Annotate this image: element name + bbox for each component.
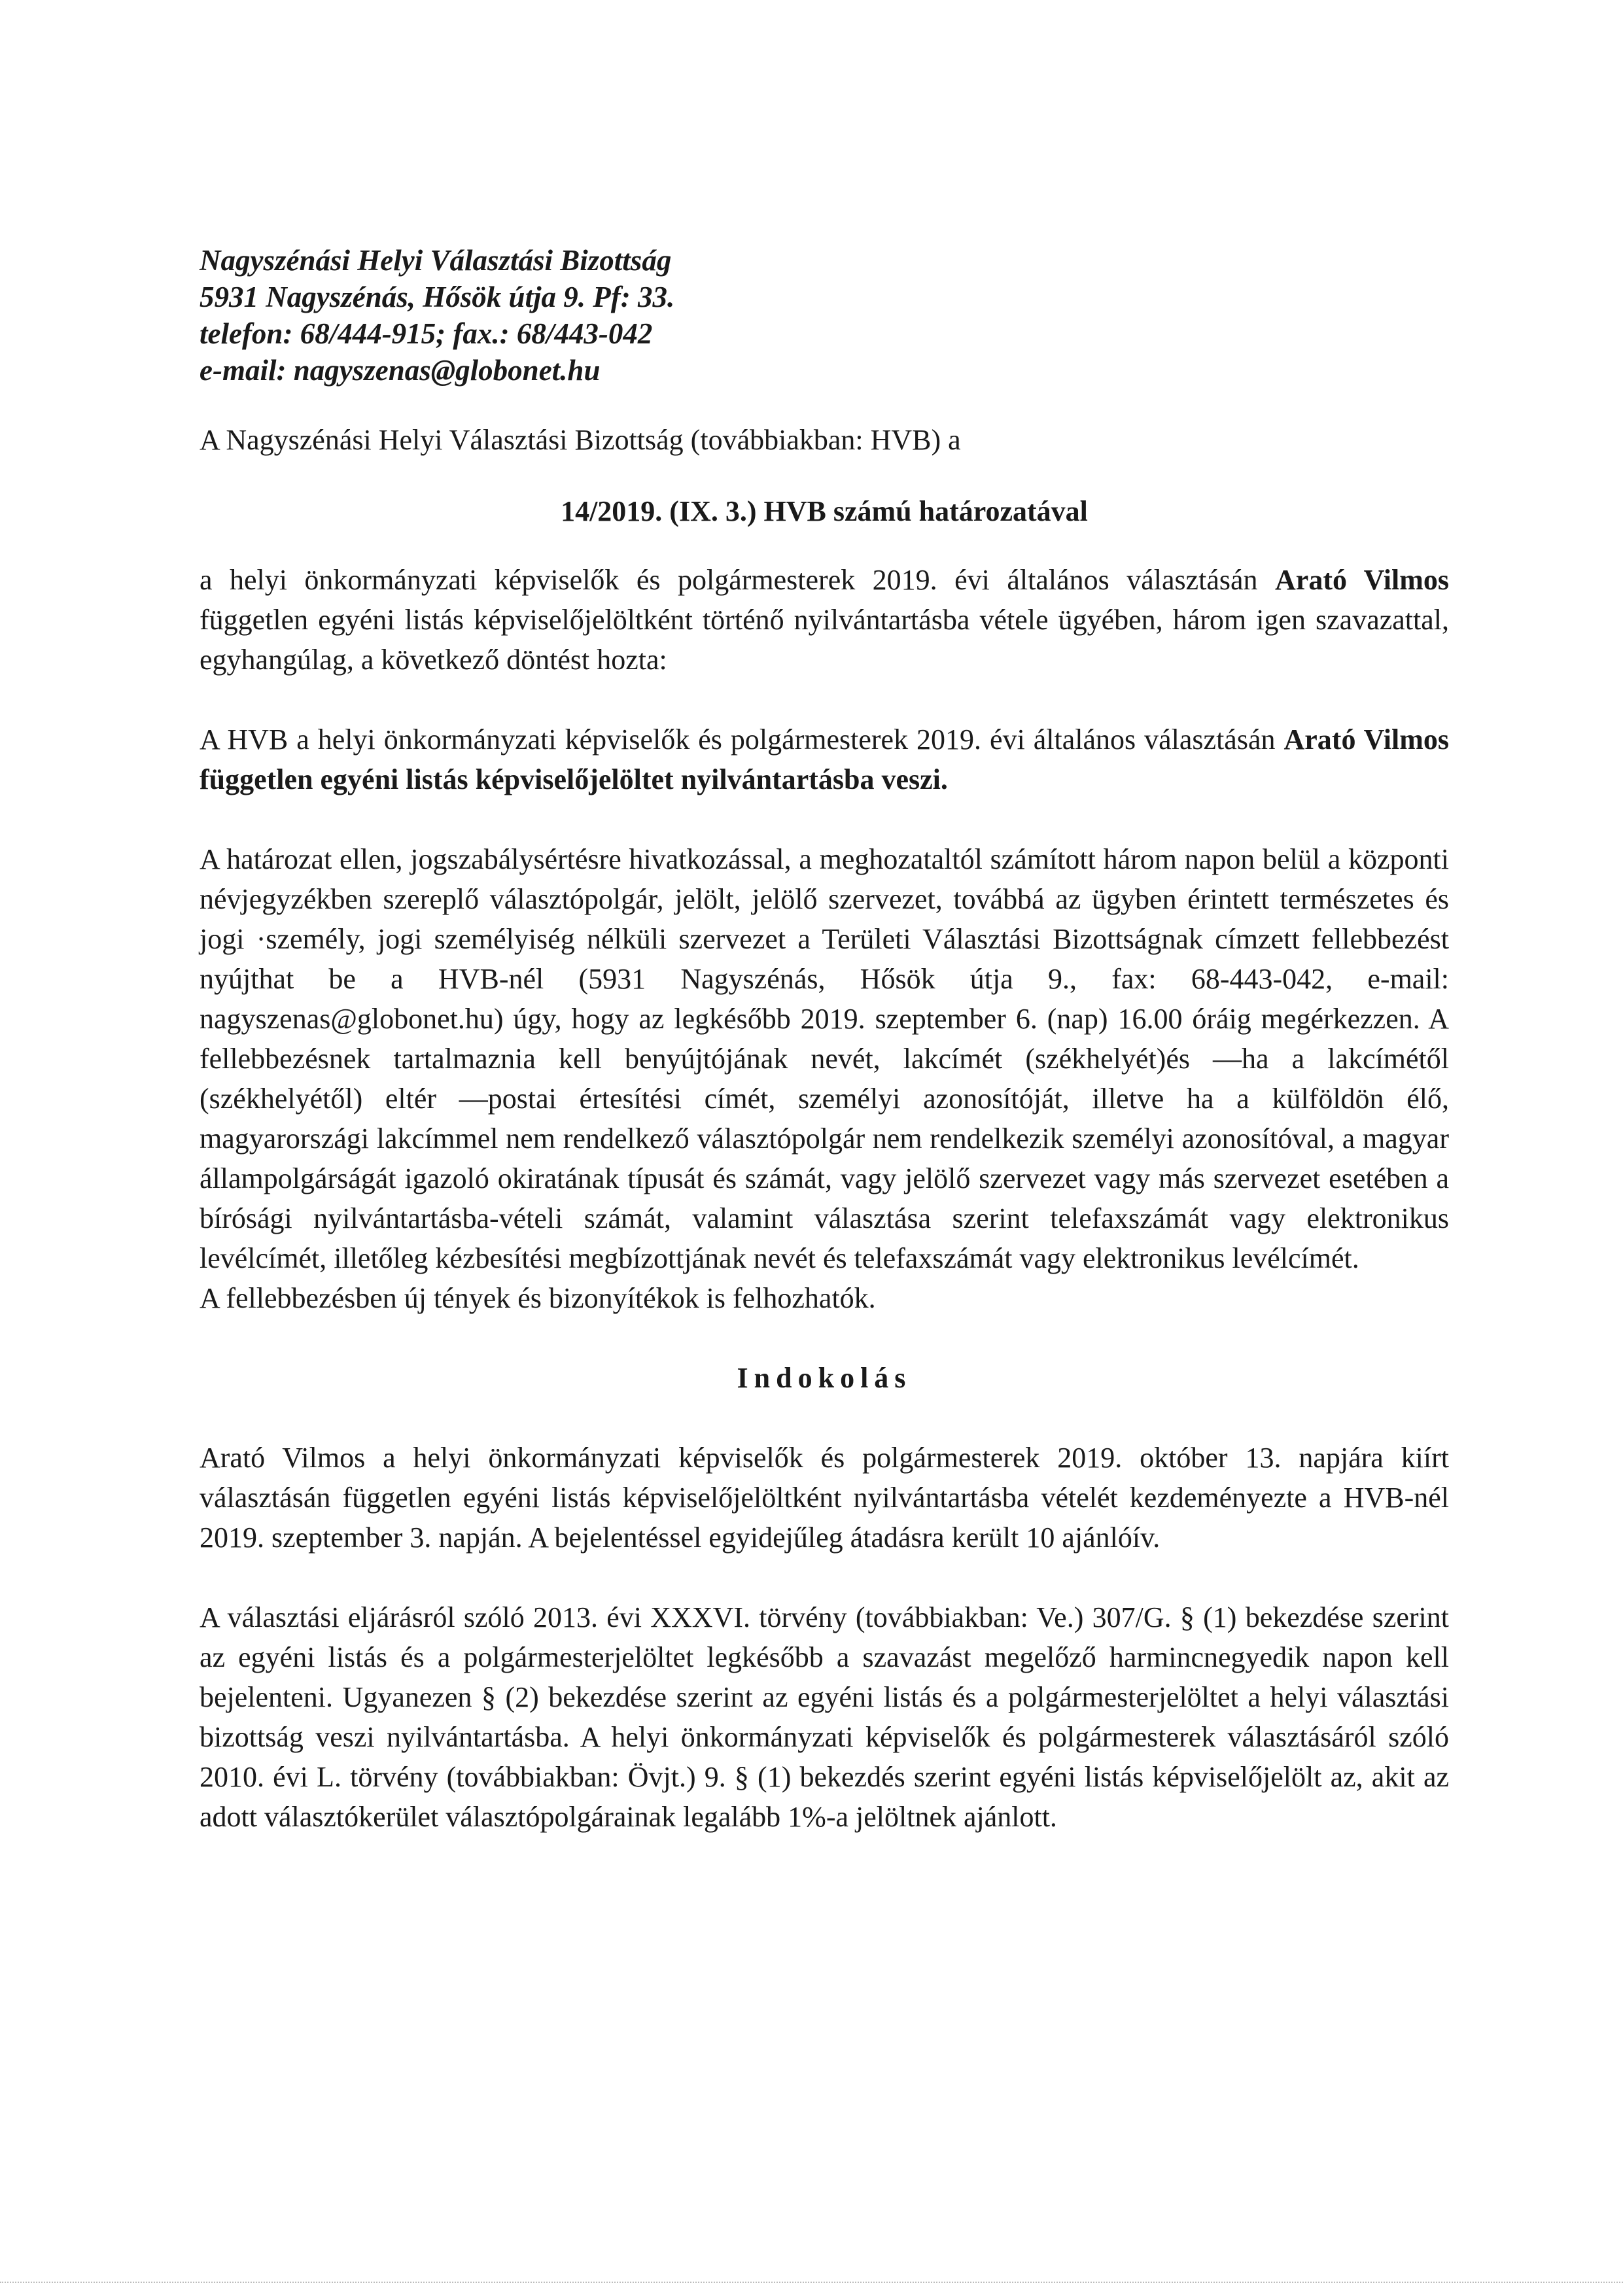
ruling-text: A HVB a helyi önkormányzati képviselők és polgármesterek 2019. évi általános választásán <box>200 723 1284 756</box>
ruling-paragraph <box>200 720 1449 799</box>
subject-paragraph <box>200 560 1449 680</box>
subject-text-1: a helyi önkormányzati képviselők és polgármesterek 2019. évi általános választásán <box>200 564 1276 596</box>
committee-address: 5931 Nagyszénás, Hősök útja 9. Pf: 33. <box>200 281 675 313</box>
spacer <box>200 1398 1449 1438</box>
ruling-bold-text: Arató Vilmos független egyéni listás képviselőjelöltet nyilvántartásba veszi. <box>200 723 1449 795</box>
committee-phone-fax: telefon: 68/444-915; fax.: 68/443-042 <box>200 317 653 350</box>
letterhead <box>200 242 1449 389</box>
reasoning-paragraph-1: Arató Vilmos a helyi önkormányzati képviselők és polgármesterek 2019. október 13. napjára kiírt választásán független egyéni listás képviselőjelöltként nyilvántartásba vételét kezdeményezte a HVB-nél 2019. szeptember 3. napján. A bejelentéssel egyidejűleg átadásra került 10 ajánlóív. <box>200 1442 1449 1554</box>
subject-text-2: független egyéni listás képviselőjelöltként történő nyilvántartásba vétele ügyében, három igen szavazattal, egyhangúlag, a következő döntést hozta: <box>200 604 1449 676</box>
intro-line: A Nagyszénási Helyi Választási Bizottság (továbbiakban: HVB) a <box>200 424 961 456</box>
appeal-note: A fellebbezésben új tények és bizonyítékok is felhozhatók. <box>200 1282 876 1314</box>
appeal-paragraph: A határozat ellen, jogszabálysértésre hivatkozással, a meghozataltól számított három napon belül a központi névjegyzékben szereplő választópolgár, jelölt, jelölő szervezet, továbbá az ügyben érintett természetes és jogi ·személy, jogi személyiség nélküli szervezet a Területi Választási Bizottságnak címzett fellebbezést nyújthat be a HVB-nél (5931 Nagyszénás, Hősök útja 9., fax: 68-443-042, e-mail: nagyszenas@globonet.hu) úgy, hogy az legkésőbb 2019. szeptember 6. (nap) 16.00 óráig megérkezzen. A fellebbezésnek tartalmaznia kell benyújtójának nevét, lakcímét (székhelyét)és —ha a lakcímétől (székhelyétől) eltér —postai értesítési címét, személyi azonosítóját, illetve ha a külföldön élő, magyarországi lakcímmel nem rendelkező választópolgár nem rendelkezik személyi azonosítóval, a magyar állampolgárságát igazoló okiratának típusát és számát, vagy jelölő szervezet vagy más szervezet esetében a bírósági nyilvántartásba-vételi számát, valamint választása szerint telefaxszámát vagy elektronikus levélcímét, illetőleg kézbesítési megbízottjának nevét és telefaxszámát vagy elektronikus levélcímét. <box>200 843 1449 1274</box>
committee-email: e-mail: nagyszenas@globonet.hu <box>200 354 601 387</box>
spacer <box>200 1557 1449 1597</box>
reasoning-paragraph-2: A választási eljárásról szóló 2013. évi XXXVI. törvény (továbbiakban: Ve.) 307/G. § (1) bekezdése szerint az egyéni listás és a polgármesterjelöltet legkésőbb a szavazást megelőző harmincnegyedik napon kell bejelenteni. Ugyanezen § (2) bekezdése szerint az egyéni listás és a polgármesterjelöltet a helyi választási bizottság veszi nyilvántartásba. A helyi önkormányzati képviselők és polgármesterek választásáról szóló 2010. évi L. törvény (továbbiakban: Övjt.) 9. § (1) bekezdés szerint egyéni listás képviselőjelölt az, akit az adott választókerület választópolgárainak legalább 1%-a jelöltnek ajánlott. <box>200 1601 1449 1833</box>
spacer <box>200 1318 1449 1358</box>
spacer <box>200 680 1449 720</box>
spacer <box>200 799 1449 839</box>
document-body <box>200 242 1449 1837</box>
candidate-name: Arató Vilmos <box>1275 564 1450 596</box>
section-title-reasoning: Indokolás <box>737 1362 912 1394</box>
scan-edge-line <box>0 2282 1623 2283</box>
committee-name: Nagyszénási Helyi Választási Bizottság <box>200 244 672 277</box>
decision-title: 14/2019. (IX. 3.) HVB számú határozatával <box>561 495 1088 527</box>
